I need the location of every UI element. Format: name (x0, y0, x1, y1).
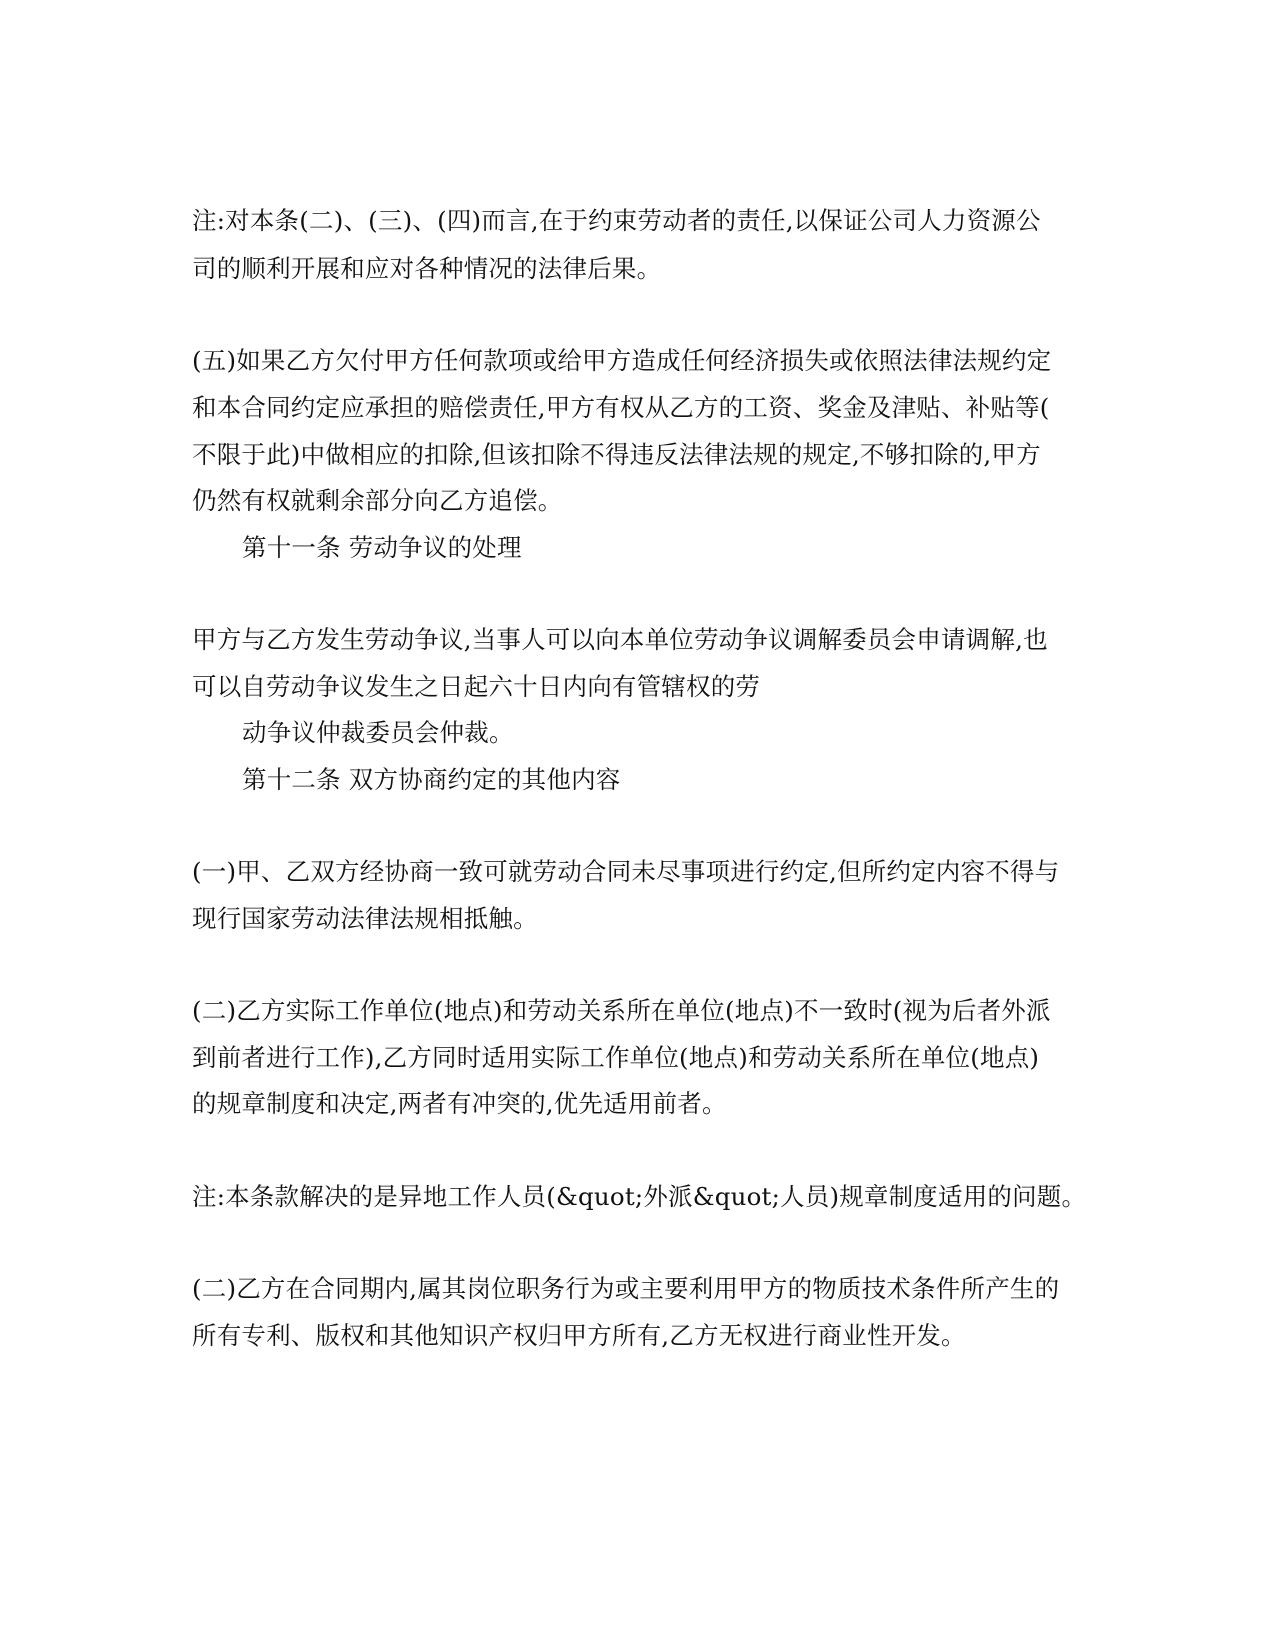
clause-two-line-2: 到前者进行工作),乙方同时适用实际工作单位(地点)和劳动关系所在单位(地点) (192, 1043, 1040, 1072)
dispute-paragraph-line-3: 动争议仲裁委员会仲裁。 (242, 718, 514, 747)
clause-five-line-1: (五)如果乙方欠付甲方任何款项或给甲方造成任何经济损失或依照法律法规约定 (192, 346, 1052, 375)
dispute-paragraph-line-2: 可以自劳动争议发生之日起六十日内向有管辖权的劳 (192, 672, 761, 701)
clause-two-line-1: (二)乙方实际工作单位(地点)和劳动关系所在单位(地点)不一致时(视为后者外派 (192, 996, 1051, 1025)
clause-two-line-3: 的规章制度和决定,两者有冲突的,优先适用前者。 (192, 1089, 727, 1118)
article-eleven-heading: 第十一条 劳动争议的处理 (242, 533, 522, 562)
clause-one-line-2: 现行国家劳动法律法规相抵触。 (192, 904, 538, 933)
note-paragraph-line-1: 注:对本条(二)、(三)、(四)而言,在于约束劳动者的责任,以保证公司人力资源公 (192, 206, 1041, 235)
clause-five-line-2: 和本合同约定应承担的赔偿责任,甲方有权从乙方的工资、奖金及津贴、补贴等( (192, 393, 1050, 422)
dispute-paragraph-line-1: 甲方与乙方发生劳动争议,当事人可以向本单位劳动争议调解委员会申请调解,也 (192, 625, 1048, 654)
clause-five-line-3: 不限于此)中做相应的扣除,但该扣除不得违反法律法规的规定,不够扣除的,甲方 (192, 440, 1041, 469)
clause-one-line-1: (一)甲、乙双方经协商一致可就劳动合同未尽事项进行约定,但所约定内容不得与 (192, 857, 1060, 886)
note-paragraph-line-2: 司的顺利开展和应对各种情况的法律后果。 (192, 254, 662, 283)
clause-two-b-line-2: 所有专利、版权和其他知识产权归甲方所有,乙方无权进行商业性开发。 (192, 1321, 966, 1350)
clause-five-line-4: 仍然有权就剩余部分向乙方追偿。 (192, 486, 563, 515)
note-two-line-1: 注:本条款解决的是异地工作人员(&quot;外派&quot;人员)规章制度适用的问题。 (192, 1182, 1087, 1211)
article-twelve-heading: 第十二条 双方协商约定的其他内容 (242, 765, 621, 794)
clause-two-b-line-1: (二)乙方在合同期内,属其岗位职务行为或主要利用甲方的物质技术条件所产生的 (192, 1274, 1060, 1303)
